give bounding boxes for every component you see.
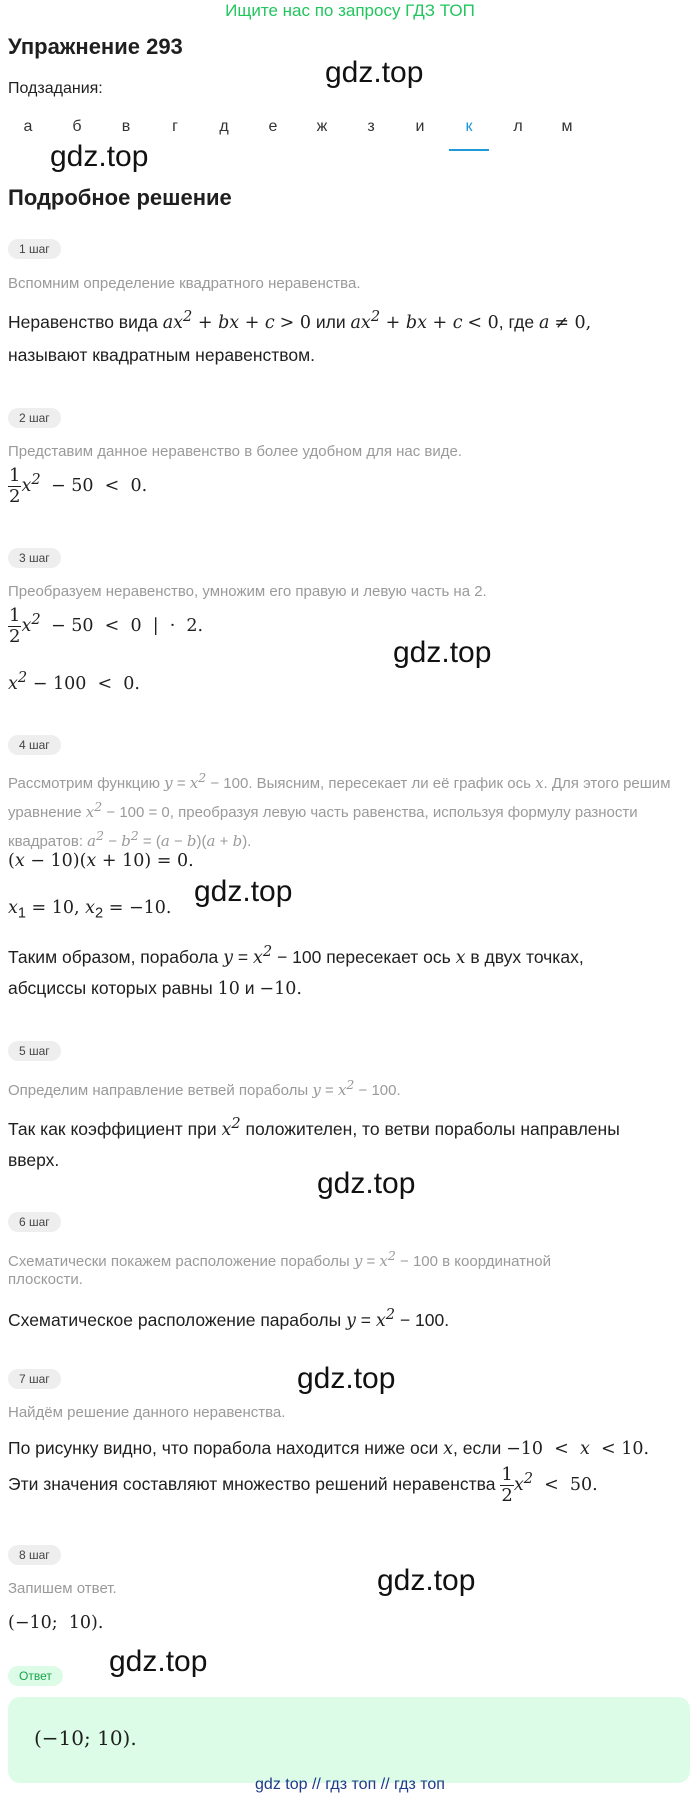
step-badge: 8 шаг	[8, 1545, 61, 1565]
tab-e[interactable]: е	[268, 118, 278, 135]
step-hint: Вспомним определение квадратного неравенства.	[8, 275, 361, 292]
step-text: вверх.	[8, 1150, 60, 1170]
step-badge: 1 шаг	[8, 239, 61, 259]
step-hint: Преобразуем неравенство, умножим его правую и левую часть на 2.	[8, 583, 487, 600]
math-expression: (x − 10)(x + 10) = 0.	[8, 851, 194, 871]
tab-a[interactable]: а	[23, 118, 33, 135]
tab-i[interactable]: и	[415, 118, 425, 135]
tab-v[interactable]: в	[121, 118, 131, 135]
step-hint: плоскости.	[8, 1271, 83, 1288]
tab-d[interactable]: д	[219, 118, 229, 135]
watermark: gdz.top	[109, 1645, 208, 1678]
watermark: gdz.top	[297, 1362, 396, 1395]
step-text: Схематическое расположение параболы $y = x^2 - 100$.	[8, 1306, 450, 1331]
step-text: абсциссы которых равны 10 и −10.	[8, 978, 302, 999]
watermark: gdz.top	[194, 875, 293, 908]
step-hint: Представим данное неравенство в более удобном для нас виде.	[8, 443, 463, 460]
footer-links[interactable]: gdz top // гдз топ // гдз топ	[255, 1776, 445, 1793]
step-hint: Найдём решение данного неравенства.	[8, 1404, 286, 1421]
math-expression: $\frac{1}{2}$ $x^2 - 50 < 0$ | · 2.	[9, 605, 204, 647]
watermark: gdz.top	[393, 636, 492, 669]
step-badge: 5 шаг	[8, 1041, 61, 1061]
step-text: называют квадратным неравенством.	[8, 345, 316, 365]
tab-z[interactable]: з	[367, 118, 375, 135]
step-badge: 6 шаг	[8, 1212, 61, 1232]
watermark: gdz.top	[317, 1167, 416, 1200]
step-hint: Запишем ответ.	[8, 1580, 117, 1597]
step-badge: 4 шаг	[8, 735, 61, 755]
tab-l[interactable]: л	[513, 118, 523, 135]
step-text: По рисунку видно, что порабола находится ниже оси x, если −10 < x < 10.	[8, 1438, 650, 1459]
tab-zh[interactable]: ж	[316, 118, 328, 135]
step-text: Эти значения составляют множество решений неравенства $\frac{1}{2}$ $x^2 < 50$.	[8, 1464, 598, 1506]
math-expression: $x_1 = 10$, $x_2 = -10$.	[8, 898, 172, 922]
step-text: Неравенство вида $ax^2$ + bx + c > 0 или $ax^2$ + bx + c < 0, где a ≠ 0,	[8, 308, 592, 333]
answer-value: (−10; 10).	[34, 1726, 137, 1750]
step-hint: Рассмотрим функцию $y = x^2 - 100$. Выясним, пересекает ли её график ось x. Для этого решим уравнение $x^2 - 100 = 0$, преобразуя левую часть равенства, используя формулу разности квадратов: $a^2 - b^2 = (a - b)(a + b)$.	[8, 770, 671, 850]
math-expression: $x^2 - 100 < 0$.	[8, 669, 140, 694]
step-hint: Определим направление ветвей пораболы $y = x^2 - 100$.	[8, 1077, 401, 1099]
watermark: gdz.top	[377, 1564, 476, 1597]
step-text: Таким образом, порабола $y = x^2 - 100$ пересекает ось x в двух точках,	[8, 943, 584, 968]
step-badge: 3 шаг	[8, 548, 61, 568]
tab-g[interactable]: г	[172, 118, 178, 135]
step-hint: Схематически покажем расположение пораболы $y = x^2 - 100$ в координатной	[8, 1248, 551, 1270]
watermark: gdz.top	[50, 140, 149, 173]
tab-b[interactable]: б	[72, 118, 82, 135]
step-badge: 2 шаг	[8, 408, 61, 428]
tab-m[interactable]: м	[561, 118, 573, 135]
tab-k-active[interactable]: к	[449, 115, 489, 151]
search-banner: Ищите нас по запросу ГДЗ ТОП	[225, 1, 475, 20]
section-title: Подробное решение	[8, 185, 232, 210]
math-expression: (−10; 10).	[8, 1613, 104, 1633]
math-expression: $\frac{1}{2}$ $x^2 - 50 < 0$.	[9, 465, 148, 507]
exercise-title: Упражнение 293	[8, 34, 183, 59]
watermark: gdz.top	[325, 56, 424, 89]
answer-badge: Ответ	[8, 1666, 63, 1686]
step-badge: 7 шаг	[8, 1369, 61, 1389]
step-text: Так как коэффициент при $x^2$ положителен, то ветви пораболы направлены	[8, 1115, 620, 1140]
subtasks-label: Подзадания:	[8, 80, 103, 97]
